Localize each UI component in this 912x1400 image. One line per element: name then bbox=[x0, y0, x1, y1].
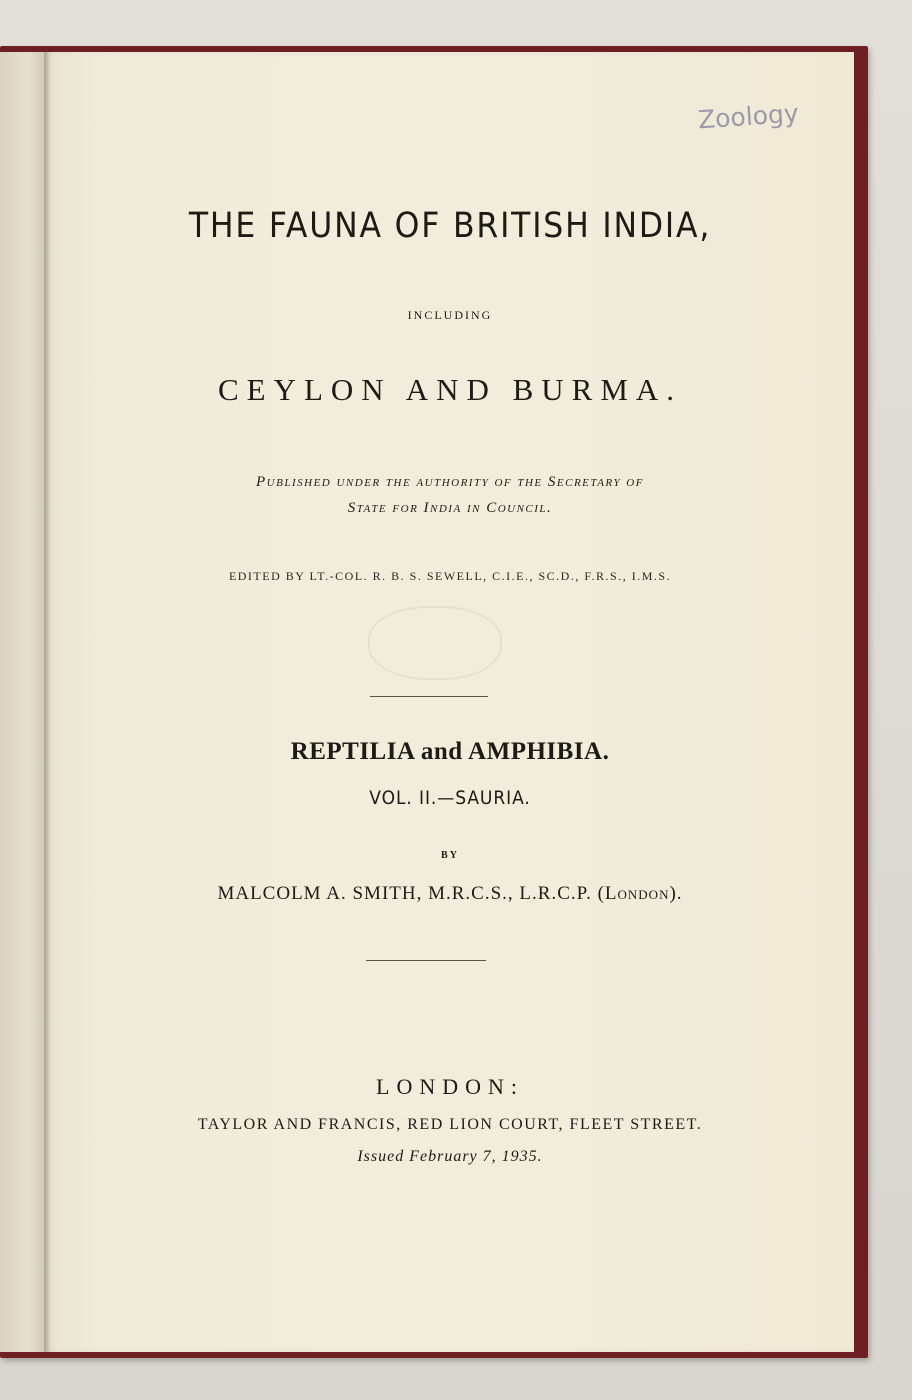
author-location: (London). bbox=[597, 883, 683, 904]
author-credit bbox=[46, 883, 854, 905]
editor-credit: EDITED BY LT.-COL. R. B. S. SEWELL, C.I.E., SC.D., F.R.S., I.M.S. bbox=[228, 569, 672, 583]
library-stamp: Zoology bbox=[697, 98, 800, 135]
subject-heading: REPTILIA and AMPHIBIA. bbox=[290, 738, 610, 765]
volume-heading: VOL. II.—SAURIA. bbox=[369, 787, 531, 809]
authority-line-1: Published under the authority of the Secretary of bbox=[256, 474, 644, 490]
divider-rule-top bbox=[370, 696, 488, 697]
issue-date: Issued February 7, 1935. bbox=[357, 1148, 543, 1165]
book-title: THE FAUNA OF BRITISH INDIA, bbox=[188, 206, 712, 246]
show-through-seal bbox=[368, 606, 502, 680]
author-name: MALCOLM A. SMITH, M.R.C.S., L.R.C.P. bbox=[217, 883, 592, 904]
left-page-edge bbox=[0, 52, 46, 1352]
imprint-city: LONDON: bbox=[376, 1074, 524, 1099]
divider-rule-bottom bbox=[366, 960, 486, 961]
authority-line-2: State for India in Council. bbox=[347, 500, 553, 516]
publisher-address: TAYLOR AND FRANCIS, RED LION COURT, FLEET STREET. bbox=[197, 1116, 703, 1133]
including-label: INCLUDING bbox=[407, 308, 493, 322]
region-heading: CEYLON AND BURMA. bbox=[217, 372, 683, 407]
by-label: BY bbox=[441, 850, 459, 861]
